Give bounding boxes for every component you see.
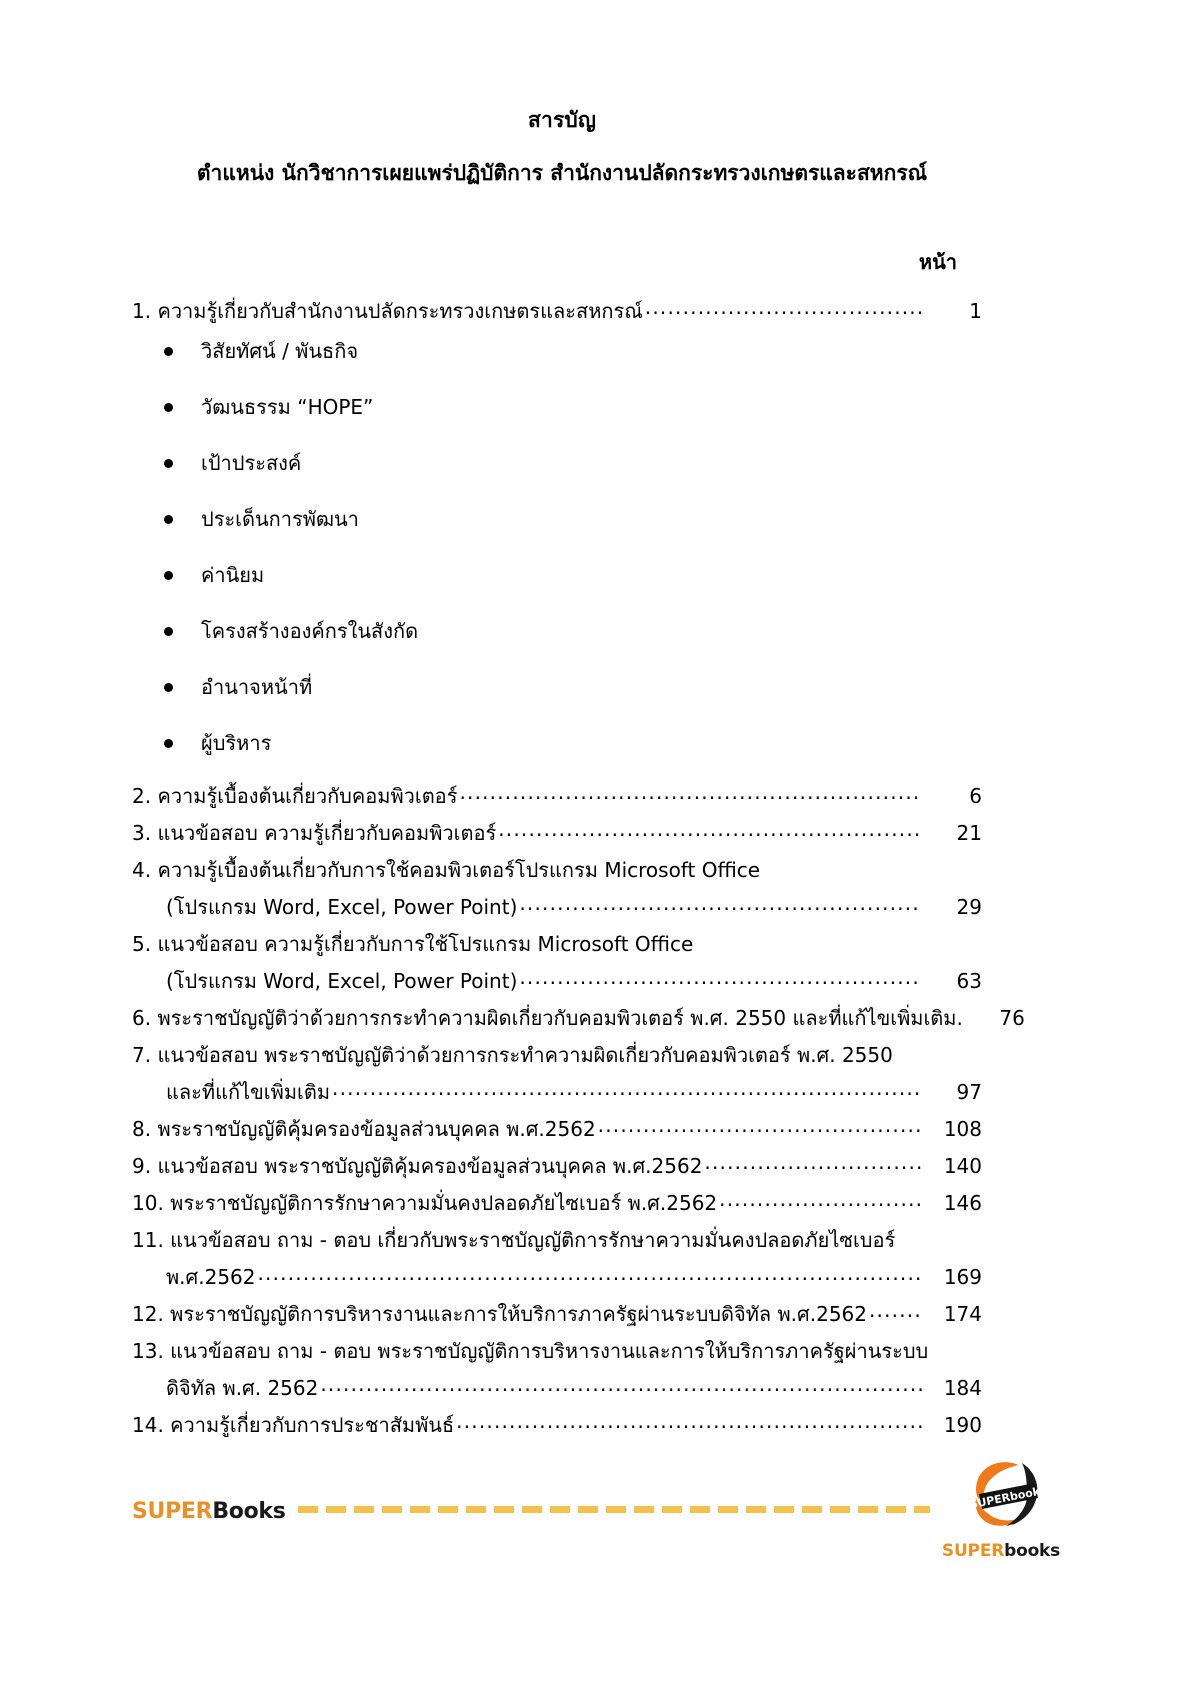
toc-entry-label: 13. แนวข้อสอบ ถาม - ตอบ พระราชบัญญัติการบริหารงานและการให้บริการภาครัฐผ่านระบบ: [132, 1339, 929, 1364]
toc-entry-page: 146: [943, 1191, 982, 1216]
bullet-dot-icon: [164, 403, 173, 412]
superbooks-logo: [940, 1457, 1062, 1565]
list-item: [132, 559, 992, 591]
toc-entry-continuation[interactable]: [132, 968, 992, 994]
list-item: [132, 335, 992, 367]
toc-entry-continuation[interactable]: [132, 894, 992, 920]
list-item-label: วัฒนธรรม “HOPE”: [201, 395, 374, 420]
toc-leader-dots: [332, 1079, 922, 1099]
superbooks-logo-text: [940, 1541, 1062, 1561]
toc-entry-label: 7. แนวข้อสอบ พระราชบัญญัติว่าด้วยการกระทำความผิดเกี่ยวกับคอมพิวเตอร์ พ.ศ. 2550: [132, 1043, 893, 1068]
toc-entry[interactable]: [132, 1301, 992, 1327]
toc-entry-label: 10. พระราชบัญญัติการรักษาความมั่นคงปลอดภัยไซเบอร์ พ.ศ.2562: [132, 1191, 718, 1216]
toc-entry[interactable]: [132, 298, 992, 324]
toc-leader-dots: [704, 1153, 922, 1173]
footer-inner: [132, 1457, 1062, 1565]
list-item-label: โครงสร้างองค์กรในสังกัด: [201, 619, 419, 644]
toc-bullet-list: [132, 335, 992, 759]
list-item-label: เป้าประสงค์: [201, 451, 302, 476]
footer-wordmark: [132, 1499, 286, 1524]
toc-entry[interactable]: [132, 1153, 992, 1179]
toc-leader-dots: [598, 1116, 922, 1136]
toc-entry-label: ดิจิทัล พ.ศ. 2562: [166, 1376, 319, 1401]
toc-entry-label: 2. ความรู้เบื้องต้นเกี่ยวกับคอมพิวเตอร์: [132, 784, 458, 809]
toc-entry-label: 11. แนวข้อสอบ ถาม - ตอบ เกี่ยวกับพระราชบัญญัติการรักษาความมั่นคงปลอดภัยไซเบอร์: [132, 1228, 896, 1253]
toc-entry-page: 21: [956, 821, 982, 846]
list-item: [132, 727, 992, 759]
toc-entry-label: 3. แนวข้อสอบ ความรู้เกี่ยวกับคอมพิวเตอร์: [132, 821, 497, 846]
toc-entry[interactable]: [132, 1338, 992, 1364]
toc-entry-label: 4. ความรู้เบื้องต้นเกี่ยวกับการใช้คอมพิวเตอร์โปรแกรม Microsoft Office: [132, 858, 761, 883]
toc-entry-page: 29: [956, 895, 982, 920]
toc-entry-page: 169: [943, 1265, 982, 1290]
toc-entry-page: 63: [956, 969, 982, 994]
toc-leader-dots: [762, 857, 922, 877]
list-item-label: อำนาจหน้าที่: [201, 675, 313, 700]
toc-leader-dots: [519, 968, 922, 988]
toc-entry-label: พ.ศ.2562: [166, 1265, 256, 1290]
toc-leader-dots: [895, 1042, 922, 1062]
list-item: [132, 447, 992, 479]
list-item: [132, 503, 992, 535]
list-item: [132, 391, 992, 423]
toc-entry[interactable]: [132, 783, 992, 809]
toc-entry-page: 6: [969, 784, 982, 809]
superbooks-logo-super: SUPER: [941, 1541, 1005, 1561]
toc-entry-page: 174: [943, 1302, 982, 1327]
toc-entry[interactable]: [132, 1227, 992, 1253]
toc-leader-dots: [695, 931, 922, 951]
toc-entry-label: 5. แนวข้อสอบ ความรู้เกี่ยวกับการใช้โปรแกรม Microsoft Office: [132, 932, 694, 957]
superbooks-logo-books: books: [1004, 1541, 1061, 1561]
toc-entry[interactable]: [132, 1042, 992, 1068]
bullet-dot-icon: [164, 459, 173, 468]
toc-entry-page: 76: [999, 1006, 1025, 1031]
toc-entry[interactable]: [132, 1116, 992, 1142]
toc-entry-label: (โปรแกรม Word, Excel, Power Point): [166, 969, 518, 994]
toc-entry[interactable]: [132, 1412, 992, 1438]
toc-entry-label: 9. แนวข้อสอบ พระราชบัญญัติคุ้มครองข้อมูลส่วนบุคคล พ.ศ.2562: [132, 1154, 703, 1179]
toc-leader-dots: [869, 1301, 922, 1321]
superbooks-logo-icon: [940, 1457, 1062, 1543]
toc-entry-label: 6. พระราชบัญญัติว่าด้วยการกระทำความผิดเกี่ยวกับคอมพิวเตอร์ พ.ศ. 2550 และที่แก้ไขเพิ่มเติม.: [132, 1006, 963, 1031]
toc-entry-page: 184: [943, 1376, 982, 1401]
bullet-dot-icon: [164, 347, 173, 356]
toc-entry-page: 190: [943, 1413, 982, 1438]
toc-entry-label: 8. พระราชบัญญัติคุ้มครองข้อมูลส่วนบุคคล พ.ศ.2562: [132, 1117, 596, 1142]
toc-entry-page: 1: [969, 299, 982, 324]
toc-entry[interactable]: [132, 1005, 1025, 1031]
toc-entry-continuation[interactable]: [132, 1264, 992, 1290]
toc-entry[interactable]: [132, 820, 992, 846]
bullet-dot-icon: [164, 627, 173, 636]
list-item-label: ค่านิยม: [201, 563, 265, 588]
footer-wordmark-books: Books: [212, 1498, 286, 1524]
page-subtitle: ตำแหน่ง นักวิชาการเผยแพร่ปฏิบัติการ สำนักงานปลัดกระทรวงเกษตรและสหกรณ์: [196, 161, 928, 186]
bullet-dot-icon: [164, 571, 173, 580]
toc-entry-continuation[interactable]: [132, 1375, 992, 1401]
toc-entry-page: 97: [956, 1080, 982, 1105]
list-item-label: ผู้บริหาร: [201, 731, 272, 756]
toc-leader-dots: [897, 1227, 922, 1247]
toc-leader-dots: [519, 894, 922, 914]
page-content: [132, 0, 1025, 1449]
list-item-label: วิสัยทัศน์ / พันธกิจ: [201, 339, 359, 364]
toc-entry-continuation[interactable]: [132, 1079, 992, 1105]
footer-divider-dashes: [298, 1506, 930, 1513]
toc-entry[interactable]: [132, 931, 992, 957]
toc-entry-label: (โปรแกรม Word, Excel, Power Point): [166, 895, 518, 920]
toc-leader-dots: [258, 1264, 923, 1284]
list-item-label: ประเด็นการพัฒนา: [201, 507, 359, 532]
toc-entry-label: และที่แก้ไขเพิ่มเติม: [166, 1080, 331, 1105]
toc-leader-dots: [645, 298, 922, 318]
toc-entry-page: 140: [943, 1154, 982, 1179]
svg-text:SUPERbooks: SUPERbooks: [968, 1483, 1048, 1512]
page-column-header: หน้า: [918, 250, 957, 275]
toc-leader-dots: [456, 1412, 922, 1432]
page-footer: [0, 1445, 1190, 1565]
toc-entry[interactable]: [132, 1190, 992, 1216]
table-of-contents: [132, 298, 1025, 1438]
list-item: [132, 671, 992, 703]
toc-leader-dots: [719, 1190, 922, 1210]
footer-wordmark-super: SUPER: [132, 1498, 213, 1524]
toc-entry[interactable]: [132, 857, 992, 883]
toc-entry-label: 12. พระราชบัญญัติการบริหารงานและการให้บริการภาครัฐผ่านระบบดิจิทัล พ.ศ.2562: [132, 1302, 867, 1327]
toc-leader-dots: [320, 1375, 922, 1395]
bullet-dot-icon: [164, 739, 173, 748]
toc-entry-label: 14. ความรู้เกี่ยวกับการประชาสัมพันธ์: [132, 1413, 455, 1438]
bullet-dot-icon: [164, 515, 173, 524]
toc-entry-page: 108: [943, 1117, 982, 1142]
list-item: [132, 615, 992, 647]
bullet-dot-icon: [164, 683, 173, 692]
page-title: สารบัญ: [527, 108, 597, 132]
toc-leader-dots: [459, 783, 922, 803]
toc-entry-label: 1. ความรู้เกี่ยวกับสำนักงานปลัดกระทรวงเกษตรและสหกรณ์: [132, 299, 643, 324]
toc-leader-dots: [498, 820, 922, 840]
